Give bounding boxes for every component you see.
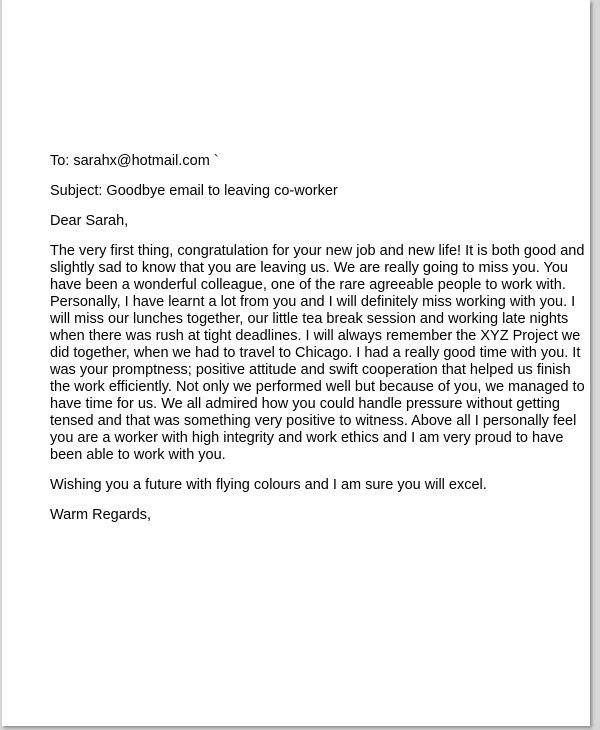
body-line: did together, when we had to travel to Chicago. I had a really good time with you. It xyxy=(50,345,581,361)
subject-line: Subject: Goodbye email to leaving co-worker xyxy=(50,183,338,199)
body-line: was your promptness; positive attitude and swift cooperation that helped us finish xyxy=(50,362,571,378)
letter-page xyxy=(2,0,590,726)
body-line: The very first thing, congratulation for your new job and new life! It is both good and xyxy=(50,243,585,259)
letter-body xyxy=(50,243,585,464)
body-line: Personally, I have learnt a lot from you and I will definitely miss working with you. I xyxy=(50,294,576,310)
body-line: have time for us. We all admired how you could handle pressure without getting xyxy=(50,396,560,412)
body-line: will miss our lunches together, our little tea break session and working late nights xyxy=(50,311,569,327)
closing-line: Warm Regards, xyxy=(50,507,151,523)
letter-content xyxy=(50,153,585,524)
body-line: the work efficiently. Not only we performed well but because of you, we managed to xyxy=(50,379,585,395)
body-line: you are a worker with high integrity and work ethics and I am very proud to have xyxy=(50,430,564,446)
body-line: have been a wonderful colleague, one of the rare agreeable people to work with. xyxy=(50,277,566,293)
wish-line: Wishing you a future with flying colours and I am sure you will excel. xyxy=(50,477,487,493)
salutation: Dear Sarah, xyxy=(50,213,129,229)
body-line: slightly sad to know that you are leaving us. We are really going to miss you. You xyxy=(50,260,568,276)
body-line: been able to work with you. xyxy=(50,447,226,463)
to-line: To: sarahx@hotmail.com ` xyxy=(50,153,219,169)
body-line: when there was rush at tight deadlines. I will always remember the XYZ Project we xyxy=(50,328,581,344)
body-line: tensed and that was something very positive to witness. Above all I personally feel xyxy=(50,413,577,429)
